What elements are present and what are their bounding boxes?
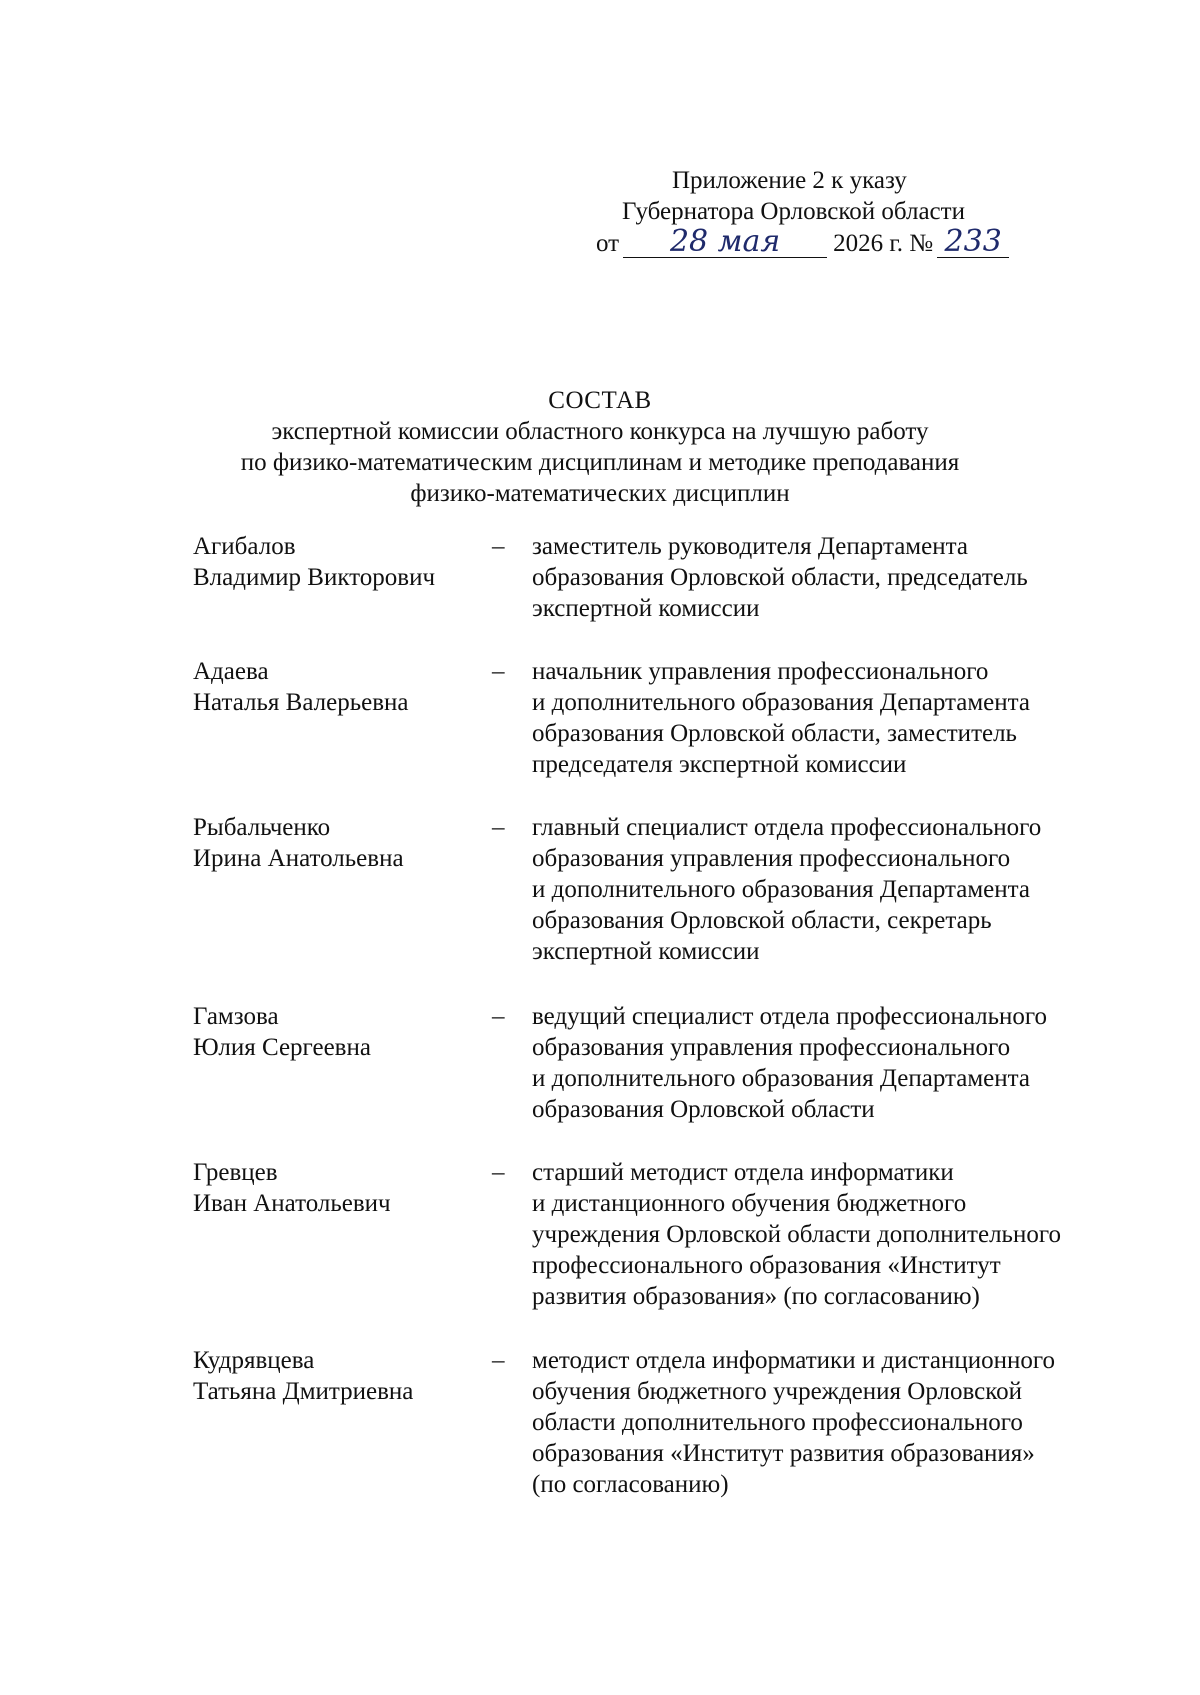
decree-authority-line: Губернатора Орловской области [622, 198, 965, 225]
member-surname: Агибалов [193, 533, 296, 560]
role-line: развития образования» (по согласованию) [532, 1283, 980, 1310]
role-line: области дополнительного профессионального [532, 1409, 1023, 1436]
member-name [193, 1157, 391, 1219]
dash-separator: – [492, 814, 505, 841]
dash-separator: – [492, 533, 505, 560]
member-given-name: Иван Анатольевич [193, 1190, 391, 1217]
role-line: образования Орловской области, секретарь [532, 907, 992, 934]
member-surname: Адаева [193, 658, 269, 685]
handwritten-date: 28 мая [669, 224, 781, 259]
dash-separator: – [492, 1159, 505, 1186]
member-given-name: Наталья Валерьевна [193, 689, 409, 716]
member-given-name: Татьяна Дмитриевна [193, 1378, 414, 1405]
appendix-line: Приложение 2 к указу [672, 167, 907, 194]
role-line: экспертной комиссии [532, 595, 760, 622]
member-role [532, 531, 1028, 624]
member-name [193, 1345, 413, 1407]
member-name [193, 531, 435, 593]
member-surname: Рыбальченко [193, 814, 331, 841]
role-line: профессионального образования «Институт [532, 1252, 1001, 1279]
role-line: экспертной комиссии [532, 938, 760, 965]
member-name [193, 656, 409, 718]
member-name [193, 812, 404, 874]
member-role [532, 812, 1041, 967]
role-line: учреждения Орловской области дополнительного [532, 1221, 1061, 1248]
appendix-header [596, 165, 1050, 259]
title-line: по физико-математическим дисциплинам и методике преподавания [240, 449, 960, 476]
number-blank [937, 224, 1009, 259]
member-surname: Кудрявцева [193, 1347, 315, 1374]
role-line: и дополнительного образования Департамента [532, 876, 1030, 903]
title-line: физико-математических дисциплин [410, 480, 790, 507]
role-line: и дополнительного образования Департамента [532, 1065, 1030, 1092]
role-line: ведущий специалист отдела профессионального [532, 1003, 1048, 1030]
handwritten-number: 233 [944, 224, 1002, 259]
member-role [532, 1001, 1047, 1125]
role-line: образования управления профессионального [532, 845, 1011, 872]
role-line: обучения бюджетного учреждения Орловской [532, 1378, 1022, 1405]
role-line: начальник управления профессионального [532, 658, 989, 685]
decree-date-line [596, 224, 1050, 259]
member-given-name: Юлия Сергеевна [193, 1034, 371, 1061]
member-surname: Гревцев [193, 1159, 278, 1186]
member-role [532, 1157, 1061, 1312]
role-line: образования Орловской области [532, 1096, 875, 1123]
member-given-name: Владимир Викторович [193, 564, 436, 591]
role-line: образования Орловской области, заместитель [532, 720, 1017, 747]
member-role [532, 656, 1030, 780]
role-line: и дополнительного образования Департамента [532, 689, 1030, 716]
role-line: (по согласованию) [532, 1471, 729, 1498]
dash-separator: – [492, 1003, 505, 1030]
title-line: экспертной комиссии областного конкурса на лучшую работу [271, 418, 929, 445]
document-title [0, 385, 1200, 509]
decree-year: 2026 г. № [833, 230, 934, 257]
role-line: старший методист отдела информатики [532, 1159, 954, 1186]
member-role [532, 1345, 1055, 1500]
member-name [193, 1001, 371, 1063]
member-given-name: Ирина Анатольевна [193, 845, 404, 872]
role-line: образования «Институт развития образования» [532, 1440, 1035, 1467]
role-line: методист отдела информатики и дистанционного [532, 1347, 1055, 1374]
member-surname: Гамзова [193, 1003, 279, 1030]
role-line: заместитель руководителя Департамента [532, 533, 968, 560]
title-main: СОСТАВ [548, 387, 652, 414]
role-line: и дистанционного обучения бюджетного [532, 1190, 967, 1217]
date-blank [623, 224, 827, 259]
role-line: главный специалист отдела профессионального [532, 814, 1042, 841]
dash-separator: – [492, 658, 505, 685]
role-line: председателя экспертной комиссии [532, 751, 907, 778]
role-line: образования Орловской области, председатель [532, 564, 1028, 591]
dash-separator: – [492, 1347, 505, 1374]
date-prefix: от [596, 230, 620, 257]
role-line: образования управления профессионального [532, 1034, 1011, 1061]
